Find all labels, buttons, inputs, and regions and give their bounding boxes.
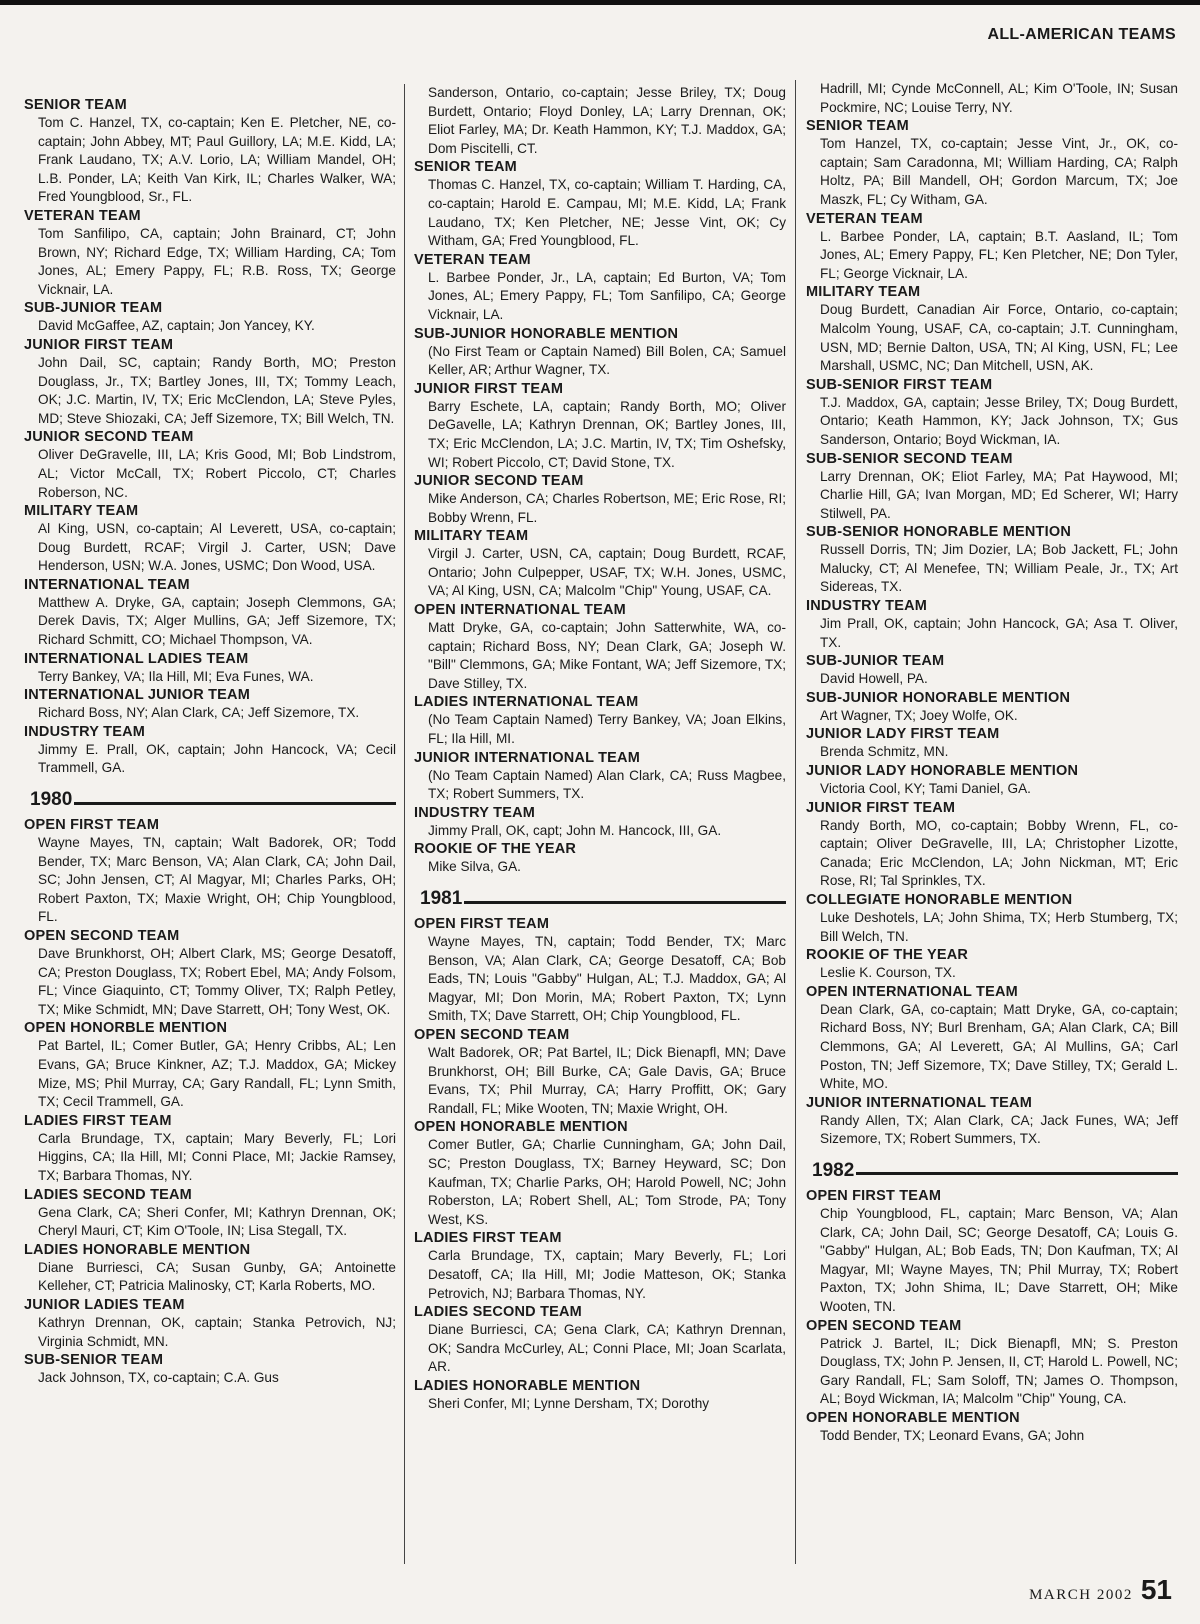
team-section (24, 1241, 396, 1296)
section-title: ROOKIE OF THE YEAR (806, 947, 969, 964)
section-body: Doug Burdett, Canadian Air Force, Ontario, co-captain; Malcolm Young, USAF, CA, co-captain; J.T. Cunningham, USN, MD; Bernie Dalton, USA, TN; Al King, USN, FL; Lee Marshall, USMC, NC; Dan Mitchell, USN, AK. (820, 302, 1178, 374)
section-body: Carla Brundage, TX, captain; Mary Beverly, FL; Lori Higgins, CA; Ila Hill, MI; Conni Place, MI; Jackie Ramsey, TX; Barbara Thomas, NY. (38, 1130, 396, 1183)
section-title: JUNIOR LADY HONORABLE MENTION (806, 763, 1079, 780)
section-title: JUNIOR FIRST TEAM (806, 799, 956, 816)
section-title: OPEN INTERNATIONAL TEAM (414, 602, 626, 619)
section-body: Victoria Cool, KY; Tami Daniel, GA. (820, 781, 1031, 797)
section-title: COLLEGIATE HONORABLE MENTION (806, 892, 1073, 908)
issue-date: MARCH 2002 (1029, 1587, 1133, 1603)
section-body: Dave Brunkhorst, OH; Albert Clark, MS; George Desatoff, CA; Preston Douglass, TX; Robert Ebel, MA; Andy Folsom, FL; Vince Giaquinto, CT; Tommy Oliver, TX; Ralph Petley, TX; Mike Schmidt, MN; Dave Starrett, OH; Tony West, OK. (38, 946, 396, 1017)
section-title: SUB-SENIOR FIRST TEAM (806, 376, 993, 393)
section-body: Luke Deshotels, LA; John Shima, TX; Herb Stumberg, TX; Bill Welch, TN. (820, 910, 1178, 944)
section-body: Thomas C. Hanzel, TX, co-captain; William T. Harding, CA, co-captain; Harold E. Campau, MI; M.E. Kidd, LA; Frank Laudano, TX; Ken Pletcher, NE; Jesse Vint, OK; Cy Witham, GA; Fred Youngblood, FL. (428, 177, 786, 249)
section-body: Oliver DeGravelle, III, LA; Kris Good, MI; Bob Lindstrom, AL; Victor McCall, TX; Robert Piccolo, CT; Charles Roberson, NC. (38, 447, 396, 500)
team-section (806, 376, 1178, 450)
team-section (414, 1118, 786, 1229)
section-title: SUB-SENIOR HONORABLE MENTION (806, 524, 1071, 541)
section-title: OPEN FIRST TEAM (414, 916, 550, 932)
section-body: Jimmy E. Prall, OK, captain; John Hancock, VA; Cecil Trammell, GA. (38, 741, 396, 776)
team-section (24, 207, 396, 299)
team-section (414, 1229, 786, 1303)
section-title: SUB-JUNIOR TEAM (24, 300, 163, 317)
section-body: Randy Allen, TX; Alan Clark, CA; Jack Funes, WA; Jeff Sizemore, TX; Robert Summers, TX. (820, 1112, 1178, 1147)
section-body: David Howell, PA. (820, 671, 928, 687)
team-section (414, 472, 786, 527)
team-section (414, 749, 786, 804)
section-body: Hadrill, MI; Cynde McConnell, AL; Kim O'Toole, IN; Susan Pockmire, NC; Louise Terry, NY. (820, 81, 1178, 115)
section-title: LADIES FIRST TEAM (24, 1112, 172, 1129)
section-body: Virgil J. Carter, USN, CA, captain; Doug Burdett, RCAF, Ontario; John Culpepper, USAF, TX; W.H. Jones, USMC, VA; Al King, USN, CA; Malcolm "Chip" Young, USAF, CA. (428, 546, 786, 599)
team-section (414, 840, 786, 877)
section-body: L. Barbee Ponder, Jr., LA, captain; Ed Burton, VA; Tom Jones, AL; Emery Pappy, FL; Tom Sanfilipo, CA; George Vicknair, LA. (428, 269, 786, 322)
section-body: Tom Hanzel, TX, co-captain; Jesse Vint, Jr., OK, co-captain; Sam Caradonna, MI; William Harding, CA; Ralph Holtz, PA; Bill Mandell, OH; Gordon Marcum, TX; Joe Maszk, FL; Cy Witham, GA. (820, 136, 1178, 207)
section-body: Al King, USN, co-captain; Al Leverett, USA, co-captain; Doug Burdett, RCAF; Virgil J. Carter, USN; Dave Henderson, USN; W.A. Jones, USMC; Don Wood, USA. (38, 521, 396, 574)
team-section (806, 725, 1178, 762)
section-body: Richard Boss, NY; Alan Clark, CA; Jeff Sizemore, TX. (38, 705, 360, 721)
section-title: JUNIOR LADY FIRST TEAM (806, 726, 1000, 743)
section-title: OPEN SECOND TEAM (24, 928, 180, 944)
team-section (806, 210, 1178, 284)
team-section (806, 946, 1178, 983)
team-section (806, 891, 1178, 946)
team-section (24, 650, 396, 687)
team-section (24, 576, 396, 650)
section-body: Carla Brundage, TX, captain; Mary Beverly, FL; Lori Desatoff, CA; Ila Hill, MI; Jodie Matteson, OK; Stanka Petrovich, NJ; Barbara Thomas, NY. (428, 1248, 786, 1301)
section-title: SUB-JUNIOR HONORABLE MENTION (806, 689, 1071, 706)
team-section (414, 158, 786, 250)
section-title: SENIOR TEAM (414, 159, 517, 176)
team-section (24, 1351, 396, 1388)
team-section (414, 325, 786, 380)
section-body: David McGaffee, AZ, captain; Jon Yancey, KY. (38, 318, 315, 334)
section-title: SENIOR TEAM (24, 97, 127, 113)
year-heading (812, 1159, 1178, 1183)
team-section (24, 1186, 396, 1241)
section-title: INTERNATIONAL JUNIOR TEAM (24, 687, 250, 704)
section-title: ROOKIE OF THE YEAR (414, 841, 577, 858)
team-section (806, 762, 1178, 799)
section-body: Chip Youngblood, FL, captain; Marc Benson, VA; Alan Clark, CA; John Dail, SC; George Desatoff, CA; Louis G. "Gabby" Hulgan, AL; Bob Eads, TN; Don Kaufman, TX; Al Magyar, MI; Wayne Mayes, TN; Phil Murray, TX; Robert Paxton, TX; John Shima, IL; Dave Starrett, OH; Mike Wooten, TN. (820, 1205, 1178, 1314)
team-section (414, 1377, 786, 1414)
section-title: JUNIOR INTERNATIONAL TEAM (806, 1094, 1032, 1111)
team-section (806, 597, 1178, 652)
page-footer (1029, 1574, 1172, 1606)
section-body: Brenda Schmitz, MN. (820, 744, 949, 760)
column-3 (806, 80, 1178, 1445)
section-body: Matthew A. Dryke, GA, captain; Joseph Clemmons, GA; Derek Davis, TX; Alger Mullins, GA; Jeff Sizemore, TX; Richard Schmitt, CO; Michael Thompson, VA. (38, 594, 396, 648)
section-title: OPEN FIRST TEAM (806, 1187, 942, 1204)
section-body: Comer Butler, GA; Charlie Cunningham, GA; John Dail, SC; Preston Douglass, TX; Barney Heyward, SC; Don Kaufman, TX; Charlie Parks, OH; Harold Powell, NC; John Roberston, LA; Robert Shell, AL; Tom Strode, PA; Tony West, KS. (428, 1137, 786, 1227)
section-body: Pat Bartel, IL; Comer Butler, GA; Henry Cribbs, AL; Len Evans, GA; Bruce Kinkner, AZ; T.J. Maddox, GA; Mickey Mize, MS; Phil Murray, CA; Gary Randall, FL; Lynn Smith, TX; Cecil Trammell, GA. (38, 1038, 396, 1110)
section-body: Larry Drennan, OK; Eliot Farley, MA; Pat Haywood, MI; Charlie Hill, GA; Ivan Morgan, MD; Ed Scherer, WI; Harry Stilwell, PA. (820, 468, 1178, 521)
team-section (414, 84, 786, 158)
team-section (414, 251, 786, 325)
team-section (806, 652, 1178, 689)
team-section (806, 1187, 1178, 1317)
team-section (414, 601, 786, 693)
year-label: 1981 (420, 888, 463, 909)
section-title: INDUSTRY TEAM (414, 804, 536, 821)
team-section (806, 1409, 1178, 1446)
column-divider (795, 80, 796, 1564)
section-title: JUNIOR SECOND TEAM (24, 429, 194, 446)
section-title: INDUSTRY TEAM (24, 723, 146, 740)
section-body: (No Team Captain Named) Terry Bankey, VA; Joan Elkins, FL; Ila Hill, MI. (428, 712, 786, 747)
section-body: Diane Burriesci, CA; Susan Gunby, GA; Antoinette Kelleher, CT; Patricia Malinosky, CT; Karla Roberts, MO. (38, 1259, 396, 1294)
section-title: LADIES INTERNATIONAL TEAM (414, 694, 639, 711)
section-title: INDUSTRY TEAM (806, 598, 928, 615)
team-section (24, 927, 396, 1019)
section-body: Mike Anderson, CA; Charles Robertson, ME; Eric Rose, RI; Bobby Wrenn, FL. (428, 491, 786, 525)
section-body: Tom Sanfilipo, CA, captain; John Brainard, CT; John Brown, NY; Richard Edge, TX; William Harding, CA; Tom Jones, AL; Emery Pappy, FL; R.B. Ross, TX; George Vicknair, LA. (38, 225, 396, 297)
year-rule (464, 901, 786, 904)
section-body: Wayne Mayes, TN, captain; Walt Badorek, OR; Todd Bender, TX; Marc Benson, VA; Alan Clark, CA; John Dail, SC; John Jensen, CT; Al Magyar, MI; Charles Parks, OH; Robert Paxton, TX; Maxie Wright, OH; Chip Youngblood, FL. (38, 835, 396, 925)
section-title: MILITARY TEAM (806, 284, 921, 301)
year-heading (420, 887, 786, 911)
team-section (24, 299, 396, 336)
team-section (414, 915, 786, 1026)
running-head: ALL-AMERICAN TEAMS (987, 26, 1176, 43)
year-label: 1980 (30, 789, 73, 811)
section-title: VETERAN TEAM (24, 207, 141, 224)
year-rule (74, 802, 396, 805)
section-title: OPEN HONORBLE MENTION (24, 1020, 228, 1037)
team-section (806, 689, 1178, 726)
section-body: Wayne Mayes, TN, captain; Todd Bender, TX; Marc Benson, VA; Alan Clark, CA; George Desatoff, CA; Bob Eads, TN; Louis "Gabby" Hulgan, AL; T.J. Maddox, GA; Al Magyar, MI; Don Morin, MA; Robert Paxton, TX; Lynn Smith, TX; Dave Starrett, OH; Chip Youngblood, FL. (428, 934, 786, 1024)
section-title: OPEN SECOND TEAM (414, 1026, 570, 1043)
section-title: JUNIOR FIRST TEAM (414, 380, 564, 397)
section-body: Sanderson, Ontario, co-captain; Jesse Briley, TX; Doug Burdett, Ontario; Floyd Donley, LA; Larry Drennan, OK; Eliot Farley, MA; Dr. Keath Hammon, KY; T.J. Maddox, GA; Dom Piscitelli, CT. (428, 85, 786, 156)
section-title: OPEN FIRST TEAM (24, 817, 160, 834)
section-title: OPEN SECOND TEAM (806, 1317, 962, 1334)
section-title: LADIES HONORABLE MENTION (414, 1377, 641, 1394)
team-section (414, 804, 786, 841)
section-title: JUNIOR SECOND TEAM (414, 473, 584, 490)
section-body: Art Wagner, TX; Joey Wolfe, OK. (820, 707, 1018, 723)
section-body: Jimmy Prall, OK, capt; John M. Hancock, III, GA. (428, 822, 722, 838)
section-title: SUB-SENIOR SECOND TEAM (806, 450, 1013, 467)
section-title: VETERAN TEAM (806, 210, 923, 227)
section-title: VETERAN TEAM (414, 251, 531, 268)
section-title: LADIES HONORABLE MENTION (24, 1241, 251, 1258)
section-body: John Dail, SC, captain; Randy Borth, MO; Preston Douglass, Jr., TX; Bartley Jones, III, TX; Tommy Leach, OK; J.C. Martin, IV, TX; Eric McClendon, LA; Steve Pyles, MD; Steve Shiozaki, CA; Jeff Sizemore, TX; Bill Welch, TN. (38, 354, 396, 426)
section-body: (No Team Captain Named) Alan Clark, CA; Russ Magbee, TX; Robert Summers, TX. (428, 767, 786, 802)
team-section (414, 380, 786, 472)
column-1 (24, 96, 396, 1388)
team-section (24, 723, 396, 778)
team-section (24, 502, 396, 576)
section-title: MILITARY TEAM (414, 528, 529, 545)
team-section (24, 336, 396, 428)
section-title: INTERNATIONAL LADIES TEAM (24, 650, 249, 667)
team-section (414, 527, 786, 601)
section-body: T.J. Maddox, GA, captain; Jesse Briley, TX; Doug Burdett, Ontario; Keath Hammon, KY; Jack Johnson, TX; Gus Sanderson, Ontario; Boyd Wickman, IA. (820, 394, 1178, 447)
team-section (24, 816, 396, 927)
section-title: OPEN HONORABLE MENTION (806, 1409, 1020, 1426)
section-title: LADIES SECOND TEAM (414, 1304, 582, 1321)
team-section (806, 799, 1178, 891)
section-title: SENIOR TEAM (806, 118, 909, 135)
team-section (414, 1026, 786, 1118)
section-title: JUNIOR FIRST TEAM (24, 336, 174, 353)
team-section (806, 117, 1178, 209)
team-section (806, 80, 1178, 117)
team-section (806, 1317, 1178, 1409)
page-number: 51 (1140, 1574, 1172, 1605)
year-label: 1982 (812, 1159, 855, 1181)
team-section (24, 686, 396, 723)
year-rule (856, 1172, 1178, 1175)
section-body: Diane Burriesci, CA; Gena Clark, CA; Kathryn Drennan, OK; Sandra McCurley, AL; Conni Place, MI; Joan Scarlata, AR. (428, 1322, 786, 1375)
section-title: SUB-SENIOR TEAM (24, 1352, 164, 1369)
section-body: Barry Eschete, LA, captain; Randy Borth, MO; Oliver DeGavelle, LA; Kathryn Drennan, OK; Bartley Jones, III, TX; Eric McClendon, LA; J.C. Martin, IV, TX; Tim Oshefsky, WI; Robert Piccolo, CT; David Stone, TX. (428, 398, 786, 470)
section-body: L. Barbee Ponder, LA, captain; B.T. Aasland, IL; Tom Jones, AL; Emery Pappy, FL; Ken Pletcher, NE; Don Tyler, FL; George Vicknair, LA. (820, 228, 1178, 281)
team-section (24, 96, 396, 207)
section-body: Gena Clark, CA; Sheri Confer, MI; Kathryn Drennan, OK; Cheryl Mauri, CT; Kim O'Toole, IN; Lisa Stegall, TX. (38, 1204, 396, 1239)
column-2 (414, 84, 786, 1413)
section-title: SUB-JUNIOR TEAM (806, 653, 945, 670)
team-section (24, 1296, 396, 1351)
team-section (806, 983, 1178, 1094)
section-body: Matt Dryke, GA, co-captain; John Satterwhite, WA, co-captain; Richard Boss, NY; Dean Clark, GA; Joseph W. "Bill" Clemmons, GA; Mike Fontant, WA; Jeff Sizemore, TX; Dave Stilley, TX. (428, 620, 786, 691)
team-section (24, 1019, 396, 1111)
section-body: Todd Bender, TX; Leonard Evans, GA; John (820, 1427, 1085, 1443)
section-body: Leslie K. Courson, TX. (820, 965, 956, 981)
team-section (414, 1303, 786, 1377)
section-title: INTERNATIONAL TEAM (24, 576, 190, 593)
year-heading (30, 788, 396, 812)
section-body: (No First Team or Captain Named) Bill Bolen, CA; Samuel Keller, AR; Arthur Wagner, TX. (428, 343, 786, 378)
section-title: OPEN HONORABLE MENTION (414, 1119, 628, 1136)
team-section (806, 523, 1178, 597)
section-title: LADIES SECOND TEAM (24, 1186, 192, 1203)
section-body: Patrick J. Bartel, IL; Dick Bienapfl, MN; S. Preston Douglass, TX; John P. Jensen, II, CT; Harold L. Powell, NC; Gary Randall, FL; Sam Soloff, TN; James O. Thompson, AL; Boyd Wickman, IA; Malcolm "Chip" Young, CA. (820, 1335, 1178, 1407)
section-body: Terry Bankey, VA; Ila Hill, MI; Eva Funes, WA. (38, 668, 314, 684)
section-body: Randy Borth, MO, co-captain; Bobby Wrenn, FL, co-captain; Oliver DeGravelle, III, LA; Christopher Lizotte, Canada; Eric McClendon, LA; John Nickman, MT; Eric Rose, RI; Tal Sprinkles, TX. (820, 817, 1178, 889)
team-section (806, 283, 1178, 375)
section-body: Jim Prall, OK, captain; John Hancock, GA; Asa T. Oliver, TX. (820, 616, 1178, 650)
team-section (806, 450, 1178, 524)
section-title: JUNIOR INTERNATIONAL TEAM (414, 749, 640, 766)
section-body: Kathryn Drennan, OK, captain; Stanka Petrovich, NJ; Virginia Schmidt, MN. (38, 1314, 396, 1349)
team-section (24, 1112, 396, 1186)
team-section (24, 428, 396, 502)
section-body: Russell Dorris, TN; Jim Dozier, LA; Bob Jackett, FL; John Malucky, CT; Al Menefee, TN; William Peale, Jr., TX; Art Sidereas, TX. (820, 542, 1178, 595)
top-border-bar (0, 0, 1200, 5)
section-body: Mike Silva, GA. (428, 859, 521, 875)
section-title: LADIES FIRST TEAM (414, 1230, 562, 1247)
section-title: JUNIOR LADIES TEAM (24, 1296, 185, 1313)
team-section (414, 693, 786, 748)
section-body: Sheri Confer, MI; Lynne Dersham, TX; Dorothy (428, 1395, 710, 1411)
section-body: Dean Clark, GA, co-captain; Matt Dryke, GA, co-captain; Richard Boss, NY; Burl Brenham, GA; Alan Clark, CA; Bill Clemmons, GA; Al Leverett, GA; Al Mullins, GA; Carl Poston, TN; Jeff Sizemore, TX; Dave Stilley, TX; Gerald L. White, MO. (820, 1001, 1178, 1092)
section-title: SUB-JUNIOR HONORABLE MENTION (414, 325, 679, 342)
team-section (806, 1094, 1178, 1149)
section-body: Jack Johnson, TX, co-captain; C.A. Gus (38, 1370, 279, 1386)
section-title: OPEN INTERNATIONAL TEAM (806, 983, 1018, 1000)
section-body: Walt Badorek, OR; Pat Bartel, IL; Dick Bienapfl, MN; Dave Brunkhorst, OH; Bill Burke, CA; Gale Davis, GA; Bruce Evans, TX; Phil Murray, CA; Harry Proffitt, OK; Gary Randall, FL; Mike Wooten, TN; Maxie Wright, OH. (428, 1044, 786, 1116)
section-body: Tom C. Hanzel, TX, co-captain; Ken E. Pletcher, NE, co-captain; John Abbey, MT; Paul Guillory, LA; M.E. Kidd, LA; Frank Laudano, TX; A.V. Lorio, LA; William Mandel, OH; L.B. Ponder, LA; Keith Van Kirk, IL; Charles Walker, WA; Fred Youngblood, Sr., FL. (38, 115, 396, 205)
section-title: MILITARY TEAM (24, 503, 139, 520)
column-divider (404, 84, 405, 1564)
